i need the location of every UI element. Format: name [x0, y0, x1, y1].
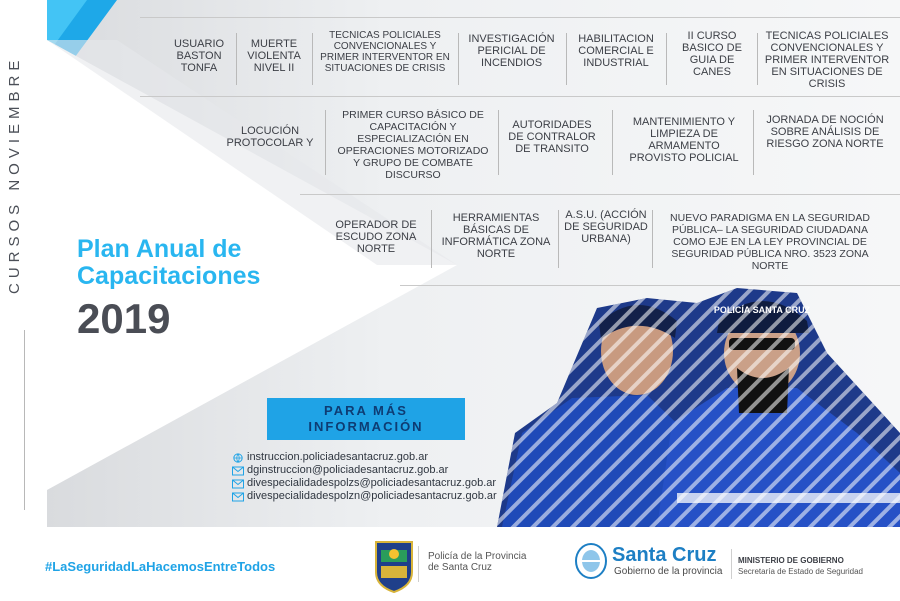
course-item: LOCUCIÓN PROTOCOLAR Y — [226, 125, 314, 149]
contact-item[interactable] — [232, 464, 497, 477]
mail-icon — [232, 492, 244, 502]
course-divider — [431, 210, 432, 268]
course-divider — [312, 33, 313, 85]
course-item: MANTENIMIENTO Y LIMPIEZA DE ARMAMENTO PROVISTO POLICIAL — [629, 116, 739, 164]
secretariat-text: Secretaría de Estado de Seguridad — [738, 567, 863, 576]
course-divider — [236, 33, 237, 85]
course-divider — [458, 33, 459, 85]
course-item: OPERADOR DE ESCUDO ZONA NORTE — [335, 219, 417, 255]
contact-text: divespecialidadespolzn@policiadesantacruz.gob.ar — [247, 490, 497, 502]
course-item: TECNICAS POLICIALES CONVENCIONALES Y PRIMER INTERVENTOR EN SITUACIONES DE CRISIS — [764, 30, 890, 90]
side-divider — [24, 330, 25, 510]
police-line-2: de Santa Cruz — [428, 562, 492, 573]
contact-text: divespecialidadespolzs@policiadesantacruz.gob.ar — [247, 477, 497, 489]
course-item: HERRAMIENTAS BÁSICAS DE INFORMÁTICA ZONA NORTE — [441, 212, 551, 260]
course-item: II CURSO BASICO DE GUIA DE CANES — [682, 30, 742, 78]
mail-icon — [232, 479, 244, 489]
title-year: 2019 — [77, 295, 171, 342]
course-item: AUTORIDADES DE CONTRALOR DE TRANSITO — [508, 119, 596, 155]
title-block — [77, 236, 260, 344]
course-item: USUARIO BASTON TONFA — [173, 38, 225, 74]
footer-divider — [731, 549, 732, 579]
police-text — [428, 551, 526, 573]
mail-icon — [232, 466, 244, 476]
course-item: NUEVO PARADIGMA EN LA SEGURIDAD PÚBLICA– LA SEGURIDAD CIUDADANA COMO EJE EN LA LEY PROVINCIAL DE SEGURIDAD PÚBLICA NRO. 3523 ZONA NORTE — [670, 212, 870, 272]
course-divider — [753, 110, 754, 175]
title-line-1: Plan Anual de — [77, 235, 242, 263]
course-item: TECNICAS POLICIALES CONVENCIONALES Y PRIMER INTERVENTOR EN SITUACIONES DE CRISIS — [320, 30, 450, 74]
contact-text: instruccion.policiadesantacruz.gob.ar — [247, 451, 428, 463]
course-item: HABILITACION COMERCIAL E INDUSTRIAL — [578, 33, 654, 69]
course-item: INVESTIGACIÓN PERICIAL DE INCENDIOS — [468, 33, 555, 69]
course-divider — [612, 110, 613, 175]
police-line-1: Policía de la Provincia — [428, 551, 527, 562]
row-line-2 — [140, 96, 900, 97]
course-divider — [498, 110, 499, 175]
footer-divider — [418, 546, 419, 582]
ministry-title: MINISTERIO DE GOBIERNO — [738, 556, 844, 565]
more-info-button[interactable]: PARA MÁS INFORMACIÓN — [267, 398, 465, 440]
santa-cruz-subtitle: Gobierno de la provincia — [614, 566, 723, 577]
contact-item[interactable] — [232, 490, 497, 503]
santa-cruz-emblem — [574, 543, 608, 579]
officers-photo — [497, 283, 900, 527]
course-divider — [566, 33, 567, 85]
contact-text: dginstruccion@policiadesantacruz.gob.ar — [247, 464, 449, 476]
santa-cruz-title: Santa Cruz — [612, 544, 717, 566]
side-label: CURSOS NOVIEMBRE — [6, 55, 23, 295]
course-item: A.S.U. (ACCIÓN DE SEGURIDAD URBANA) — [564, 209, 648, 245]
contact-item[interactable] — [232, 477, 497, 490]
contact-list — [232, 451, 497, 503]
course-divider — [666, 33, 667, 85]
sidebar — [0, 0, 47, 527]
course-divider — [757, 33, 758, 85]
course-item: JORNADA DE NOCIÓN SOBRE ANÁLISIS DE RIESGO ZONA NORTE — [766, 114, 884, 150]
row-line-3 — [300, 194, 900, 195]
row-line-1 — [140, 17, 900, 18]
course-divider — [325, 110, 326, 175]
police-shield-logo — [372, 536, 416, 594]
course-divider — [652, 210, 653, 268]
hashtag: #LaSeguridadLaHacemosEntreTodos — [45, 559, 276, 574]
globe-icon — [232, 453, 244, 463]
title-line-2: Capacitaciones — [77, 262, 261, 290]
course-divider — [558, 210, 559, 268]
course-item: MUERTE VIOLENTA NIVEL II — [247, 38, 301, 74]
cap-text: POLICÍA SANTA CRUZ — [713, 305, 811, 315]
course-item: PRIMER CURSO BÁSICO DE CAPACITACIÓN Y ESPECIALIZACIÓN EN OPERACIONES MOTORIZADO Y GRUPO DE COMBATE DISCURSO — [337, 109, 489, 181]
contact-item[interactable] — [232, 451, 497, 464]
